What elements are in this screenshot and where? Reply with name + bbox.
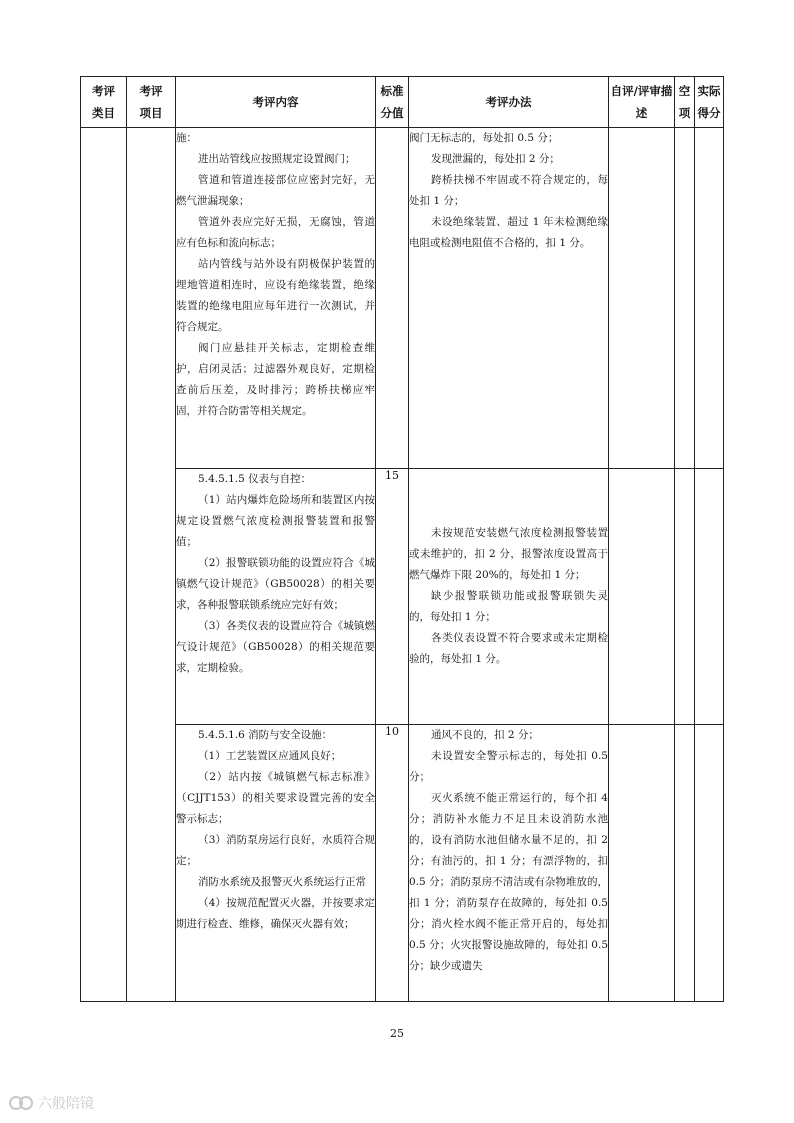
paragraph: （1）站内爆炸危险场所和装置区内按规定设置燃气浓度检测报警装置和报警值； bbox=[176, 494, 375, 548]
empty-item-cell bbox=[675, 725, 695, 1002]
paragraph: 通风不良的，扣 2 分； bbox=[431, 729, 539, 741]
content-cell bbox=[176, 128, 376, 469]
paragraph: 灭火系统不能正常运行的，每个扣 4 分；消防补水能力不足且未设消防水池的，设有消防水池但储水量不足的，扣 2 分；有油污的，扣 1 分；有漂浮物的，扣 0.5 分；消防泵房不清洁或有杂物堆放的，扣 1 分；消防泵存在故障的，每处扣 0.5 分；消火栓水阀不能正常开启的，每处扣 0.5 分；火灾报警设施故障的，每处扣 0.5 分；缺少或遗失 bbox=[409, 792, 608, 972]
paragraph: 未按规范安装燃气浓度检测报警装置或未维护的，扣 2 分，报警浓度设置高于燃气爆炸下限 20%的，每处扣 1 分； bbox=[409, 527, 608, 581]
self-review-cell bbox=[609, 128, 675, 469]
paragraph: （3）消防泵房运行良好，水质符合规定； bbox=[176, 834, 375, 867]
content-cell bbox=[176, 469, 376, 725]
header-row bbox=[81, 77, 724, 128]
paragraph: （4）按规范配置灭火器，并按要求定期进行检查、维修，确保灭火器有效； bbox=[176, 897, 375, 930]
paragraph: 施： bbox=[176, 132, 197, 144]
paragraph: 阀门应悬挂开关标志，定期检查维护，启闭灵活；过滤器外观良好，定期检查前后压差，及时排污；跨桥扶梯应牢固，并符合防雷等相关规定。 bbox=[176, 342, 375, 417]
method-cell bbox=[409, 128, 609, 469]
header-item: 考评 项目 bbox=[127, 77, 176, 128]
actual-score-cell bbox=[695, 128, 724, 469]
paragraph: 未设绝缘装置、超过 1 年未检测绝缘电阻或检测电阻值不合格的，扣 1 分。 bbox=[409, 216, 608, 249]
watermark-text: 六般陪镜 bbox=[38, 1096, 94, 1112]
empty-item-cell bbox=[675, 469, 695, 725]
header-method: 考评办法 bbox=[409, 77, 609, 128]
camera-logo-icon bbox=[8, 1094, 34, 1112]
paragraph: 进出站管线应按照规定设置阀门； bbox=[198, 153, 356, 165]
self-review-cell bbox=[609, 725, 675, 1002]
paragraph: 5.4.5.1.5 仪表与自控： bbox=[198, 473, 312, 485]
header-empty: 空 项 bbox=[675, 77, 695, 128]
table-row bbox=[81, 725, 724, 1002]
actual-score-cell bbox=[695, 469, 724, 725]
paragraph: 阀门无标志的，每处扣 0.5 分； bbox=[409, 132, 559, 144]
content-cell bbox=[176, 725, 376, 1002]
score-cell: 15 bbox=[376, 469, 409, 725]
header-content: 考评内容 bbox=[176, 77, 376, 128]
header-category: 考评 类目 bbox=[81, 77, 127, 128]
paragraph: 跨桥扶梯不牢固或不符合规定的，每处扣 1 分； bbox=[409, 174, 608, 207]
assessment-table bbox=[80, 76, 724, 1002]
header-self-review: 自评/评审描 述 bbox=[609, 77, 675, 128]
watermark bbox=[8, 1093, 94, 1113]
paragraph: 发现泄漏的，每处扣 2 分； bbox=[431, 153, 560, 165]
score-cell: 10 bbox=[376, 725, 409, 1002]
paragraph: 消防水系统及报警灭火系统运行正常 bbox=[198, 876, 367, 888]
empty-item-cell bbox=[675, 128, 695, 469]
category-cell bbox=[81, 128, 127, 1002]
paragraph: 未设置安全警示标志的，每处扣 0.5 分； bbox=[409, 750, 608, 783]
item-cell bbox=[127, 128, 176, 1002]
paragraph: （3）各类仪表的设置应符合《城镇燃气设计规范》（GB50028）的相关规范要求，定期检验。 bbox=[176, 620, 375, 674]
score-cell bbox=[376, 128, 409, 469]
paragraph: 缺少报警联锁功能或报警联锁失灵的，每处扣 1 分； bbox=[409, 590, 608, 623]
paragraph: 管道外表应完好无损，无腐蚀，管道应有色标和流向标志； bbox=[176, 216, 375, 249]
paragraph: 管道和管道连接部位应密封完好，无燃气泄漏现象； bbox=[176, 174, 375, 207]
table-row bbox=[81, 128, 724, 469]
table-row bbox=[81, 469, 724, 725]
paragraph: 各类仪表设置不符合要求或未定期检验的，每处扣 1 分。 bbox=[409, 632, 608, 665]
paragraph: （2）站内按《城镇燃气标志标准》（CJJT153）的相关要求设置完善的安全警示标志； bbox=[176, 771, 375, 825]
method-cell bbox=[409, 469, 609, 725]
header-score: 标准 分值 bbox=[376, 77, 409, 128]
paragraph: 5.4.5.1.6 消防与安全设施： bbox=[198, 729, 333, 741]
self-review-cell bbox=[609, 469, 675, 725]
paragraph: （2）报警联锁功能的设置应符合《城镇燃气设计规范》（GB50028）的相关要求，各种报警联锁系统应完好有效； bbox=[176, 557, 375, 611]
page-number: 25 bbox=[390, 1027, 404, 1040]
method-cell bbox=[409, 725, 609, 1002]
header-actual-score: 实际 得分 bbox=[695, 77, 724, 128]
paragraph: 站内管线与站外设有阴极保护装置的埋地管道相连时，应设有绝缘装置，绝缘装置的绝缘电阻应每年进行一次测试，并符合规定。 bbox=[176, 258, 375, 333]
actual-score-cell bbox=[695, 725, 724, 1002]
paragraph: （1）工艺装置区应通风良好； bbox=[198, 750, 342, 762]
